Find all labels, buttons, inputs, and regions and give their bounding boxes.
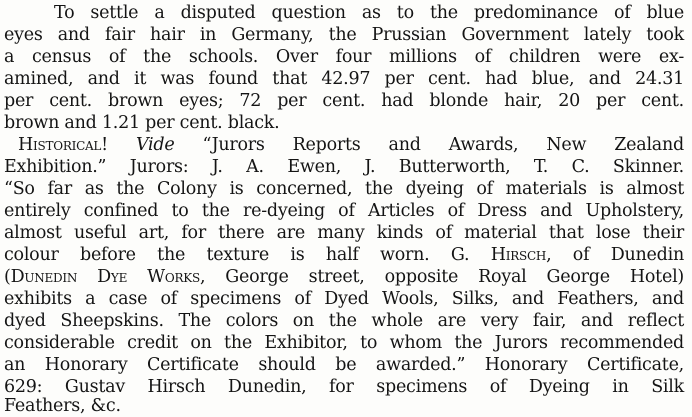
section-heading: Historical! [18, 135, 108, 155]
text-line [18, 134, 684, 156]
business-name: Dunedin Dye Works [10, 267, 200, 287]
text-line: entirely confined to the re-dyeing of Articles of Dress and Upholstery, [4, 201, 684, 221]
text-line: per cent. brown eyes; 72 per cent. had blonde hair, 20 per cent. [4, 91, 684, 111]
text-line: exhibits a case of specimens of Dyed Wools, Silks, and Feathers, and [4, 289, 684, 309]
text-line: “So far as the Colony is concerned, the dyeing of materials is almost [4, 179, 684, 199]
text-line: Feathers, &c. [4, 396, 121, 416]
text-line [4, 266, 684, 288]
text-line: To settle a disputed question as to the predominance of blue [54, 3, 684, 23]
text-line: eyes and fair hair in Germany, the Prussian Government lately took [4, 25, 684, 45]
text-line [4, 244, 684, 266]
text-run: “Jurors Reports and Awards, New Zealand [202, 135, 684, 155]
text-line: dyed Sheepskins. The colors on the whole are very fair, and reflect [4, 311, 684, 331]
text-line: 629: Gustav Hirsch Dunedin, for specimens of Dyeing in Silk [4, 377, 684, 397]
exhibitor-name: Hirsch [490, 245, 547, 265]
text-line: an Honorary Certificate should be awarded.” Honorary Certificate, [4, 355, 684, 375]
text-line: a census of the schools. Over four millions of children were ex- [4, 47, 684, 67]
text-run: colour before the texture is half worn. [4, 245, 430, 265]
text-run: , George street, opposite Royal George Hotel) [199, 267, 684, 287]
italic-term: Vide [135, 135, 175, 155]
text-line: almost useful art, for there are many kinds of material that lose their [4, 223, 684, 243]
text-run: , of Dunedin [546, 245, 684, 265]
text-line: amined, and it was found that 42.97 per cent. had blue, and 24.31 [4, 69, 684, 89]
text-line: considerable credit on the Exhibitor, to whom the Jurors recommended [4, 333, 684, 353]
text-run: G. [450, 245, 470, 265]
text-line: Exhibition.” Jurors: J. A. Ewen, J. Butterworth, T. C. Skinner. [4, 157, 684, 177]
text-line: brown and 1.21 per cent. black. [4, 113, 280, 133]
text-run: ( [4, 267, 11, 287]
